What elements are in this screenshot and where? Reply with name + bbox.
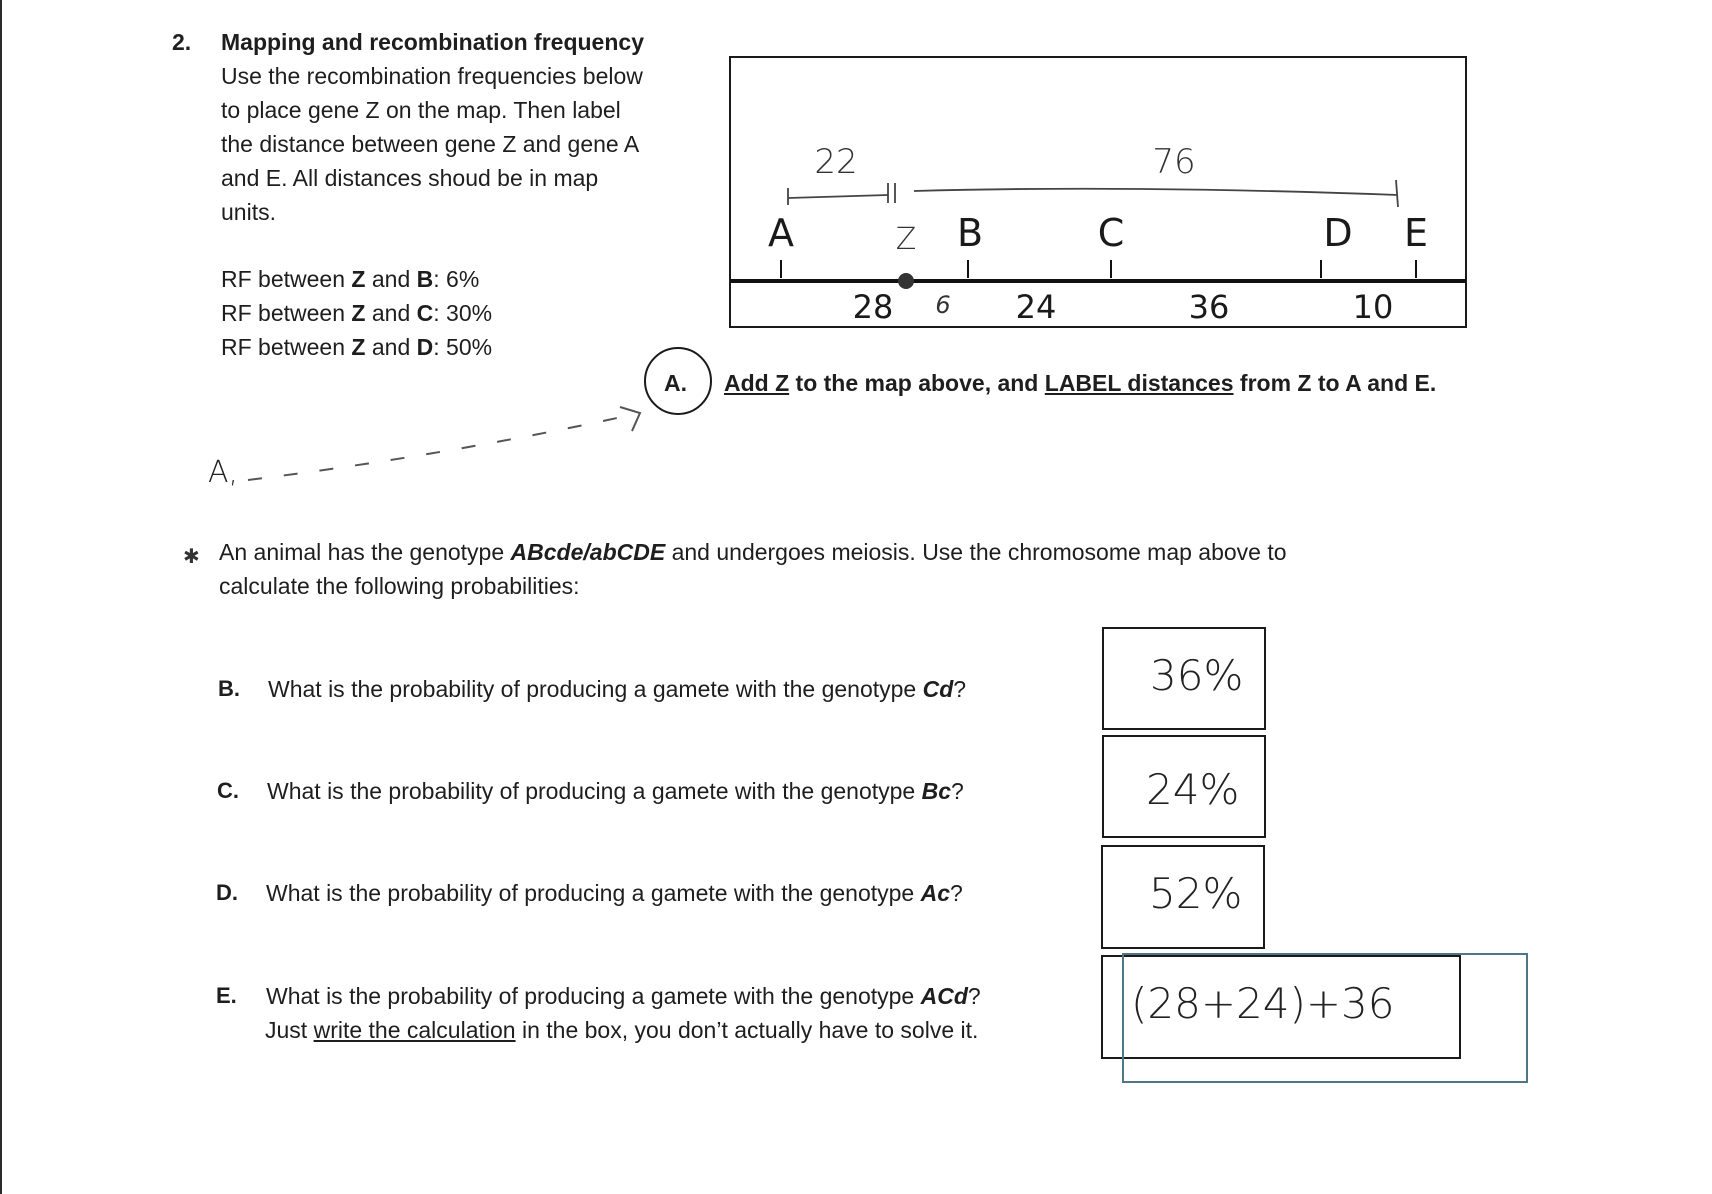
question-e-letter: E. [216,983,237,1008]
distance-label-de: 10 [1352,288,1394,326]
question-d-letter: D. [216,880,238,905]
part-a-letter: A. [664,370,687,396]
answer-c: 24% [1146,765,1240,814]
question-c-text: What is the probability of producing a gamete with the genotype Bc? [267,778,964,804]
hand-arrow-annotation [200,395,650,495]
page-left-border [0,0,2,1194]
rf-item: RF between Z and C: 30% [221,300,493,326]
answer-box-d[interactable] [1101,845,1265,949]
instructions [221,59,643,229]
scenario-line-2: calculate the following probabilities: [219,573,580,599]
gene-label-d: D [1323,211,1353,255]
question-title: Mapping and recombination frequency [221,29,644,55]
question-d-text: What is the probability of producing a gamete with the genotype Ac? [266,880,963,906]
question-b-text: What is the probability of producing a gamete with the genotype Cd? [268,676,967,702]
selection-overlay-box[interactable] [1122,953,1528,1083]
answer-box-b[interactable] [1102,627,1266,730]
star-mark-icon: ✱ [183,546,200,568]
question-e-line-2: Just write the calculation in the box, you don’t actually have to solve it. [265,1017,979,1043]
question-c-letter: C. [217,778,239,803]
rf-item: RF between Z and B: 6% [221,266,480,292]
distance-label-ab: 28 [852,288,894,326]
part-a-instruction: Add Z to the map above, and LABEL distances from Z to A and E. [724,370,1437,396]
question-number: 2. [172,29,192,55]
answer-box-c[interactable] [1102,735,1266,838]
hand-z-label: Z [895,222,917,257]
answer-b: 36% [1150,651,1244,700]
rf-item: RF between Z and D: 50% [221,334,493,360]
margin-note: A, [208,455,239,490]
gene-label-a: A [768,211,794,255]
hand-bracket-az [788,195,888,198]
rf-list [221,262,492,364]
question-e-text: What is the probability of producing a gamete with the genotype ACd? [266,983,981,1009]
gene-label-b: B [956,211,984,255]
answer-e: (28+24)+36 [1131,979,1395,1028]
answer-d: 52% [1149,869,1243,918]
gene-z-marker [898,273,914,289]
map-frame [730,57,1466,327]
hand-bracket-ze [914,189,1398,195]
hand-distance-ze: 76 [1152,142,1196,182]
question-b-letter: B. [218,676,240,701]
instruction-line: and E. All distances shoud be in map [221,165,599,191]
hand-distance-zb: 6 [935,291,951,319]
gene-label-e: E [1403,211,1429,255]
chromosome-map [728,55,1468,330]
instruction-line: Use the recombination frequencies below [221,63,643,89]
distance-label-bc: 24 [1015,288,1057,326]
instruction-line: the distance between gene Z and gene A [221,131,640,157]
distance-label-cd: 36 [1188,288,1230,326]
gene-label-c: C [1097,211,1125,255]
scenario-line-1: An animal has the genotype ABcde/abCDE and undergoes meiosis. Use the chromosome map above to [219,539,1287,565]
instruction-line: to place gene Z on the map. Then label [221,97,621,123]
instruction-line: units. [221,199,276,225]
hand-distance-az: 22 [814,142,858,182]
